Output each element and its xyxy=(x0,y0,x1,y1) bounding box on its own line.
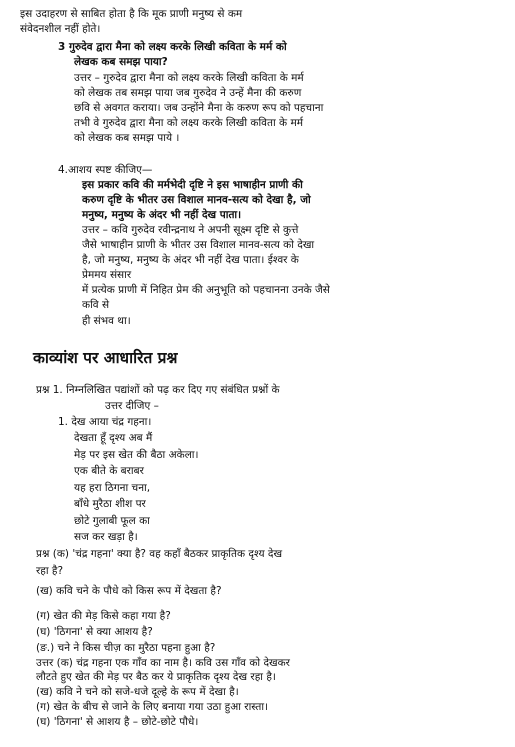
sub-question-cont: रहा है? xyxy=(36,565,64,577)
sub-question: (ङ.) चने ने किस चीज़ का मुरैठा पहना हुआ है? xyxy=(36,642,216,654)
text-line: संवेदनशील नहीं होते। xyxy=(20,23,101,35)
answer-3-line: को लेखक कब समझ पाये । xyxy=(74,132,180,144)
text-line: इस उदाहरण से साबित होता है कि मूक प्राणी मनुष्य से कम xyxy=(20,8,243,20)
answer-4-line: में प्रत्येक प्राणी में निहित प्रेम की अनुभूति को पहचानना उनके जैसे xyxy=(82,284,330,296)
quote-line: मनुष्य, मनुष्य के अंदर भी नहीं देख पाता। xyxy=(82,209,242,221)
question-3-cont: लेखक कब समझ पाया? xyxy=(74,56,168,68)
poem-line: छोटे गुलाबी फूल का xyxy=(74,515,150,527)
sub-question: प्रश्न (क) 'चंद्र गहना' क्या है? वह कहाँ बैठकर प्राकृतिक दृश्य देख xyxy=(36,548,283,560)
answer-4-line: जैसे भाषाहीन प्राणी के भीतर उस विशाल मानव-सत्य को देखा xyxy=(82,239,315,251)
answer-4-line: प्रेममय संसार xyxy=(82,269,132,281)
answer-line: लौटते हुए खेत की मेड़ पर बैठ कर ये प्राकृतिक दृश्य देख रहा है। xyxy=(36,671,276,683)
section-heading: काव्यांश पर आधारित प्रश्न xyxy=(33,349,178,367)
answer-3-line: छवि से अवगत कराया। जब उन्होंने मैना के करुण रूप को पहचाना xyxy=(74,102,324,114)
answer-line: उत्तर (क) चंद्र गहना एक गाँव का नाम है। कवि उस गाँव को देखकर xyxy=(36,657,290,669)
poem-line: बाँधे मुरैठा शीश पर xyxy=(74,498,146,510)
poem-line: यह हरा ठिगना चना, xyxy=(74,482,151,494)
answer-3-line: को लेखक तब समझ पाया जब गुरुदेव ने उन्हें मैना की करुण xyxy=(74,87,302,99)
answer-3-line: तभी वे गुरुदेव द्वारा मैना को लक्ष्य करके लिखी कविता के मर्म xyxy=(74,117,304,129)
quote-line: इस प्रकार कवि की मर्मभेदी दृष्टि ने इस भाषाहीन प्राणी की xyxy=(82,179,303,191)
poem-line: एक बीते के बराबर xyxy=(74,465,144,477)
answer-line: (ख) कवि ने चने को सजे-धजे दूल्हे के रूप में देखा है। xyxy=(36,686,239,698)
answer-line: (ग) खेत के बीच से जाने के लिए बनाया गया उठा हुआ रास्ता। xyxy=(36,701,269,713)
question-3: 3 गुरुदेव द्वारा मैना को लक्ष्य करके लिखी कविता के मर्म को xyxy=(58,41,287,53)
poem-line: देखता हूँ दृश्य अब मैं xyxy=(74,432,153,444)
answer-4-line: उत्तर – कवि गुरुदेव रवीन्द्रनाथ ने अपनी सूक्ष्म दृष्टि से कुत्ते xyxy=(82,224,299,236)
answer-line: (घ) 'ठिगना' से आशय है – छोटे-छोटे पौधे। xyxy=(36,716,199,728)
poem-line: सज कर खड़ा है। xyxy=(74,531,138,543)
answer-4-line: ही संभव था। xyxy=(82,315,131,327)
answer-4-line: कवि से xyxy=(82,299,110,311)
quote-line: करुण दृष्टि के भीतर उस विशाल मानव-सत्य को देखा है, जो xyxy=(82,194,311,206)
answer-3-line: उत्तर – गुरुदेव द्वारा मैना को लक्ष्य करके लिखी कविता के मर्म xyxy=(74,72,304,84)
answer-4-line: है, जो मनुष्य, मनुष्य के अंदर भी नहीं देख पाता। ईश्वर के xyxy=(82,254,299,266)
sub-question: (ख) कवि चने के पौधे को किस रूप में देखता है? xyxy=(36,585,222,597)
poem-line: मेड़ पर इस खेत की बैठा अकेला। xyxy=(74,449,199,461)
question-intro: प्रश्न 1. निम्नलिखित पद्यांशों को पढ़ कर दिए गए संबंधित प्रश्नों के xyxy=(36,384,280,396)
question-4: 4.आशय स्पष्ट कीजिए— xyxy=(58,164,153,176)
poem-line: 1. देख आया चंद्र गहना। xyxy=(58,416,152,428)
sub-question: (घ) 'ठिगना' से क्या आशय है? xyxy=(36,626,153,638)
sub-question: (ग) खेत की मेड़ किसे कहा गया है? xyxy=(36,610,171,622)
question-intro-cont: उत्तर दीजिए – xyxy=(105,400,159,412)
